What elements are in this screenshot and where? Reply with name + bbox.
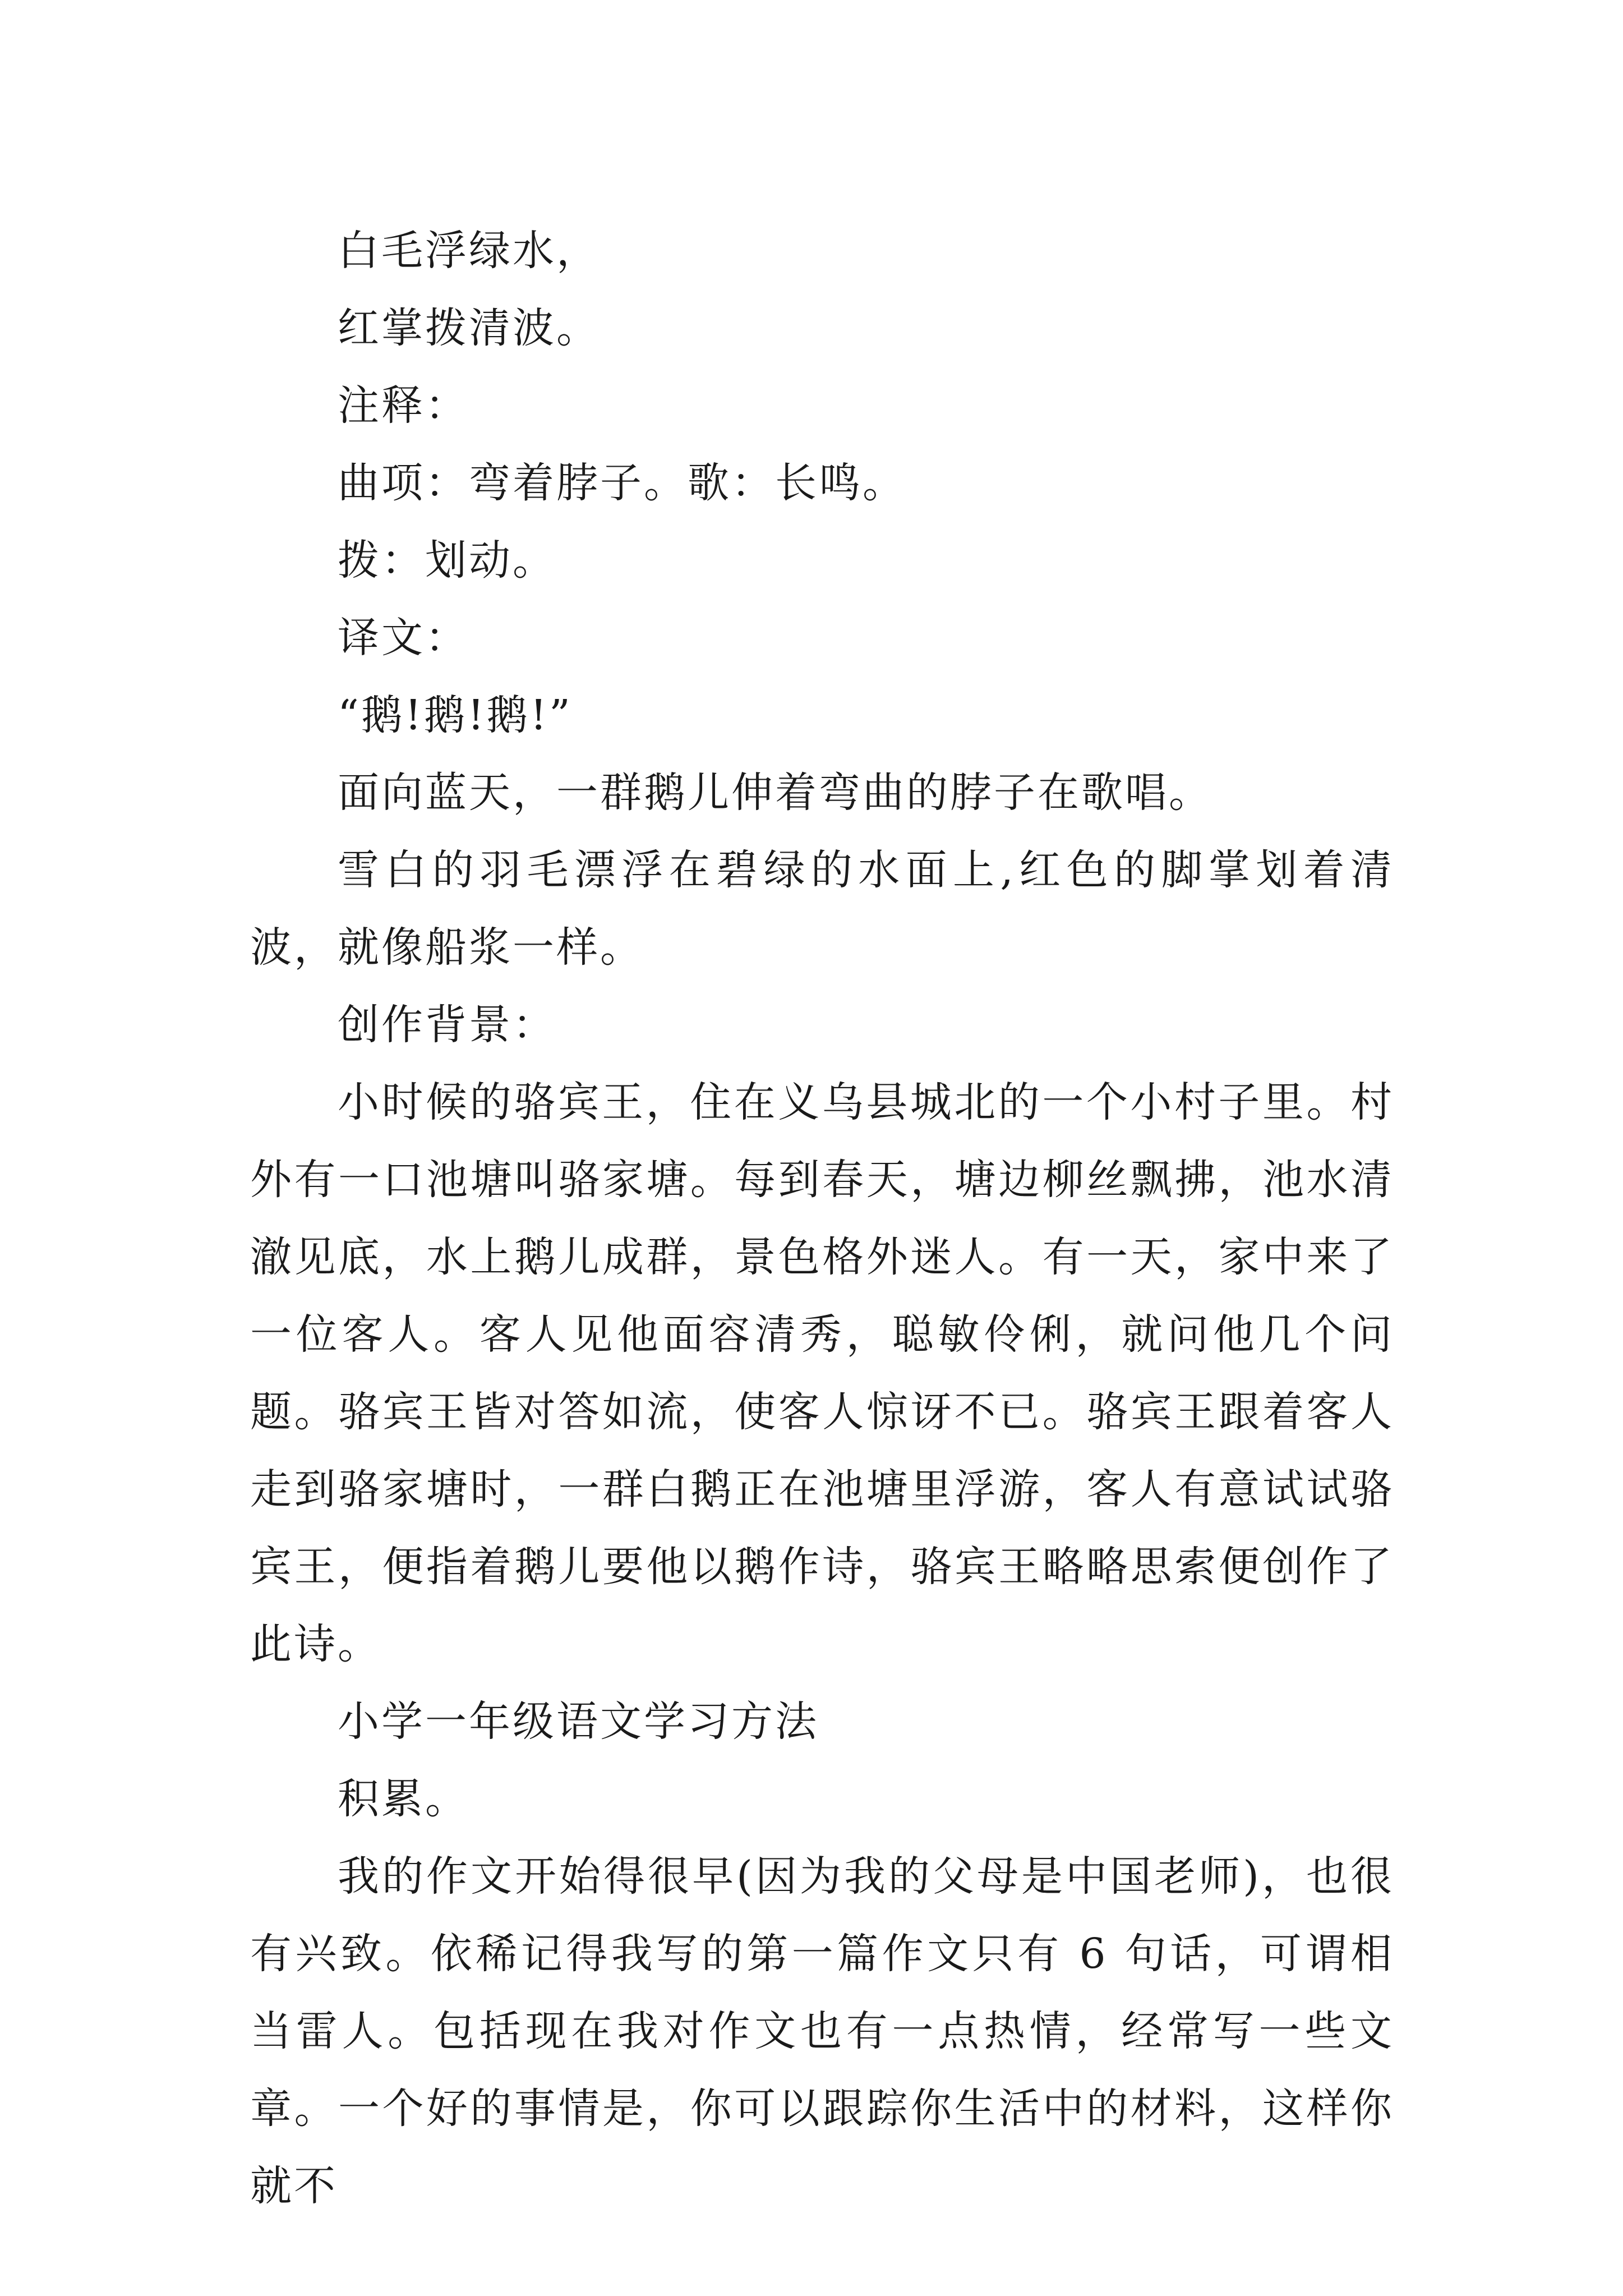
- document-body: [250, 212, 1394, 2225]
- study-method-title: 小学一年级语文学习方法: [338, 1697, 819, 1746]
- translation-line-2: 面向蓝天，一群鹅儿伸着弯曲的脖子在歌唱。: [338, 769, 1212, 817]
- translation-line-1: “鹅!鹅!鹅!”: [338, 691, 573, 739]
- poem-line-1: 白毛浮绿水，: [338, 227, 600, 275]
- study-method-paragraph: 我的作文开始得很早(因为我的父母是中国老师)，也很有兴致。依稀记得我写的第一篇作文只有 6 句话，可谓相当雷人。包括现在我对作文也有一点热情，经常写一些文章。一个好的事情是，你可以跟踪你生活中的材料，这样你就不: [250, 1852, 1394, 2210]
- background-paragraph: 小时候的骆宾王，住在义乌县城北的一个小村子里。村外有一口池塘叫骆家塘。每到春天，塘边柳丝飘拂，池水清澈见底，水上鹅儿成群，景色格外迷人。有一天，家中来了一位客人。客人见他面容清秀，聪敏伶俐，就问他几个问题。骆宾王皆对答如流，使客人惊讶不已。骆宾王跟着客人走到骆家塘时，一群白鹅正在池塘里浮游，客人有意试试骆宾王，便指着鹅儿要他以鹅作诗，骆宾王略略思索便创作了此诗。: [250, 1078, 1394, 1668]
- background-heading: 创作背景：: [338, 1001, 556, 1049]
- translation-line-3: 雪白的羽毛漂浮在碧绿的水面上,红色的脚掌划着清波，就像船浆一样。: [250, 846, 1394, 972]
- poem-line-2: 红掌拨清波。: [338, 304, 600, 352]
- study-method-accumulate: 积累。: [338, 1775, 469, 1823]
- note-qu-xiang: 曲项：弯着脖子。歌：长鸣。: [338, 459, 906, 507]
- note-bo: 拨：划动。: [338, 536, 556, 585]
- translation-heading: 译文：: [338, 614, 469, 662]
- notes-heading: 注释：: [338, 381, 469, 430]
